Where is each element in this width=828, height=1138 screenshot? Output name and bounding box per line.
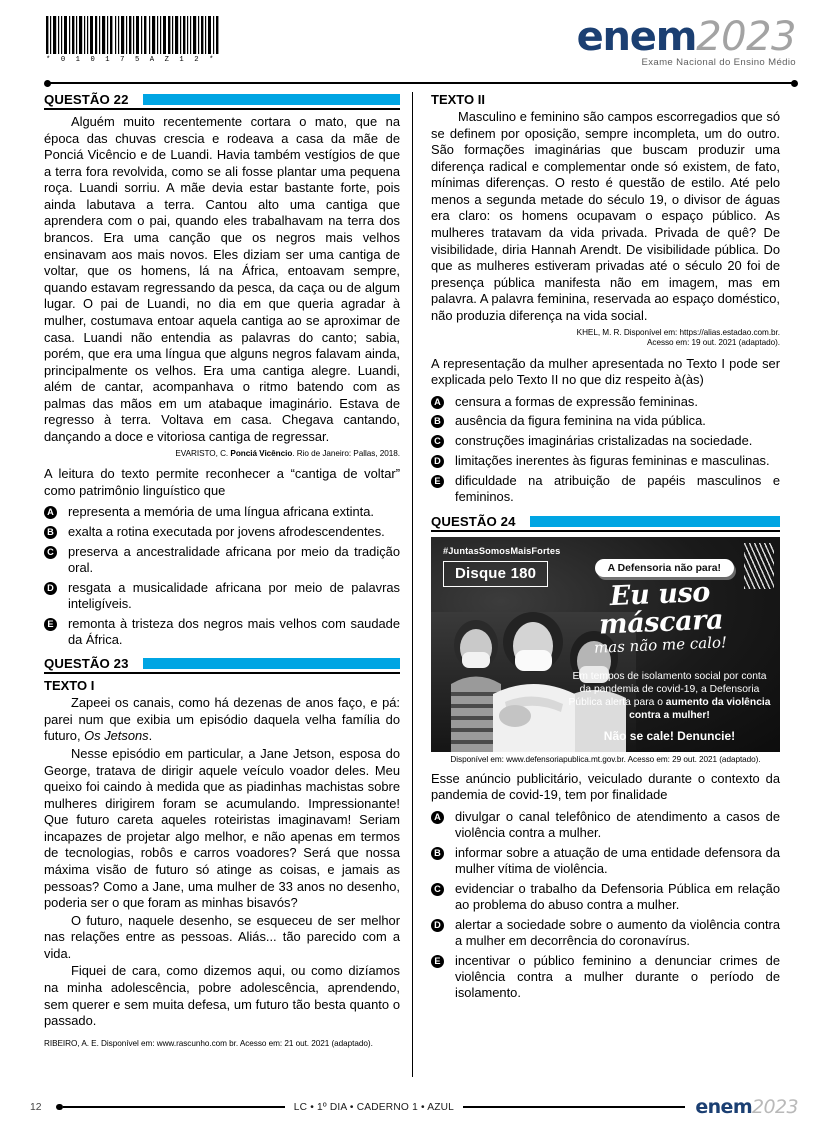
barcode-digits: * 0 1 0 1 7 5 A Z 1 2 *: [46, 56, 217, 64]
q22-source-work: Ponciá Vicêncio: [230, 448, 293, 458]
alt-text-c: preserva a ancestralidade africana por meio da tradição oral.: [68, 543, 400, 575]
q24-stem: Esse anúncio publicitário, veiculado durante o contexto da pandemia de covid-19, tem por finalidade: [431, 770, 780, 803]
content-columns: [44, 92, 798, 1077]
question-24-accent-bar: [530, 516, 780, 527]
alt-key-e: E: [431, 955, 444, 968]
q24-alternative-c[interactable]: [431, 881, 780, 914]
ad-body-regular: Em tempos de isolamento social por conta da pandemia de covid-19, a Defensoria Pública alerta para o: [568, 671, 767, 708]
question-22-label: QUESTÃO 22: [44, 92, 129, 107]
ad-pill-label: A Defensoria não para!: [595, 559, 734, 577]
alt-text-c: evidenciar o trabalho da Defensoria Pública em relação ao problema do abuso contra a mulher.: [455, 880, 780, 913]
rule-dot-right: [791, 80, 798, 87]
alt-text-a: censura a formas de expressão femininas.: [455, 393, 698, 409]
alt-key-c: C: [431, 435, 444, 448]
question-23-label: QUESTÃO 23: [44, 656, 129, 672]
footer-line-right: [463, 1106, 685, 1108]
alt-text-d: limitações inerentes às figuras femininas e masculinas.: [455, 452, 770, 468]
q23-texto1-paragraph-4: Fiquei de cara, como dizemos aqui, ou como dizíamos na minha adolescência, pobre adolescência, aprendendo, sem querer e sem muita defesa, um futuro tão besta quanto o passado.: [44, 963, 400, 1029]
alt-text-b: ausência da figura feminina na vida pública.: [455, 413, 706, 429]
q23-texto1-paragraph-3: O futuro, naquele desenho, se esqueceu de ser melhor nas relações entre as pessoas. Aliás... tão parecido com a vida.: [44, 912, 400, 961]
enem-logo: [577, 16, 796, 68]
alt-key-e: E: [44, 618, 57, 631]
q22-source-rest: . Rio de Janeiro: Pallas, 2018.: [292, 448, 400, 458]
enem-wordmark: enem: [576, 14, 697, 60]
footer-line-left: [63, 1106, 285, 1108]
footer-logo-year: 2023: [752, 1096, 798, 1118]
question-24-header: [431, 514, 780, 532]
alt-key-c: C: [44, 546, 57, 559]
alt-text-b: informar sobre a atuação de uma entidade defensora da mulher vítima de violência.: [455, 844, 780, 877]
footer-center-text: LC • 1º DIA • CADERNO 1 • AZUL: [293, 1101, 455, 1113]
q24-advertisement-image: [431, 537, 780, 752]
page-footer: [0, 1090, 828, 1124]
q22-alternative-e[interactable]: [44, 616, 400, 649]
question-23-header: [44, 656, 400, 674]
alt-key-c: C: [431, 883, 444, 896]
question-24-label: QUESTÃO 24: [431, 514, 516, 530]
q22-alternative-a[interactable]: [44, 504, 400, 520]
q23-t1-p1-a: Zapeei os canais, como há dezenas de anos faço, e pá: parei num que exibia um episódio daquela velha família do futuro,: [44, 695, 400, 744]
alt-key-a: A: [431, 396, 444, 409]
ad-body-text: [567, 671, 772, 744]
rule-line: [48, 82, 794, 84]
alt-key-b: B: [44, 526, 57, 539]
ad-script-slogan: [553, 577, 768, 658]
q23-texto2-source: [431, 328, 780, 349]
q23-alternatives: [431, 394, 780, 506]
alt-key-d: D: [44, 582, 57, 595]
enem-logo-subtitle: Exame Nacional do Ensino Médio: [641, 57, 796, 68]
q22-source: [44, 449, 400, 460]
q23-texto1-source: RIBEIRO, A. E. Disponível em: www.rascunho.com br. Acesso em: 21 out. 2021 (adaptado).: [44, 1038, 373, 1048]
q22-alternative-b[interactable]: [44, 524, 400, 540]
ad-script-line-2: mas não me calo!: [593, 633, 728, 658]
question-22-header: [44, 92, 400, 110]
alt-text-c: construções imaginárias cristalizadas na sociedade.: [455, 433, 753, 449]
q23-texto2-paragraph: Masculino e feminino são campos escorregadios que só se definem por oposição, sempre incompleta, um do outro. São formações imaginárias que buscam produzir uma diferença radical e complementar onde só existem, de fato, mínimas diferenças. O resto é questão de estilo. Até pelo menos a segunda metade do século 19, o divisor de águas era claro: os homens ocupavam o espaço público. As mulheres tratavam da vida privada. Privada de quê? De visibilidade, diria Hannah Arendt. De visibilidade pública. Do que as mulheres estiveram privadas até o século 20 foi de presença pública manifesta não em imagem, mas em palavra. A palavra feminina, reservada ao espaço doméstico, não produzia diferença na vida social.: [431, 109, 780, 323]
page-header: [0, 0, 828, 78]
q23-alternative-a[interactable]: [431, 394, 780, 410]
page-number: 12: [30, 1101, 42, 1113]
q24-source: Disponível em: www.defensoriapublica.mt.gov.br. Acesso em: 29 out. 2021 (adaptado).: [450, 755, 761, 765]
q24-alternative-a[interactable]: [431, 809, 780, 842]
left-column: [44, 92, 412, 1077]
q23-alternative-b[interactable]: [431, 413, 780, 429]
ad-hashtag: #JuntasSomosMaisFortes: [443, 546, 561, 557]
alt-key-d: D: [431, 455, 444, 468]
q22-stem: A leitura do texto permite reconhecer a “cantiga de voltar” como patrimônio linguístico que: [44, 466, 400, 498]
alt-text-d: resgata a musicalidade africana por meio de palavras inteligíveis.: [68, 579, 400, 611]
question-23-accent-bar: [143, 658, 400, 669]
q23-texto2-source-line1: KHEL, M. R. Disponível em: https://alias.estadao.com.br.: [576, 327, 780, 337]
alt-key-a: A: [431, 811, 444, 824]
q23-stem: A representação da mulher apresentada no Texto I pode ser explicada pelo Texto II no que diz respeito à(às): [431, 355, 780, 388]
q23-alternative-c[interactable]: [431, 433, 780, 449]
enem-year: 2023: [696, 14, 796, 60]
footer-rule: [56, 1102, 685, 1113]
footer-logo-wordmark: enem: [695, 1096, 753, 1118]
alt-text-a: representa a memória de uma língua africana extinta.: [68, 504, 374, 520]
alt-text-e: dificuldade na atribuição de papéis masculinos e femininos.: [455, 472, 780, 504]
q22-passage: Alguém muito recentemente cortara o mato, que na época das chuvas crescia e rodeava a casa da mãe de Ponciá Vicêncio e de Luandi. Havia também vestígios de que a terra fora revolvida, como se ali fosse plantar uma pequena roça. Luandi sorriu. A mãe devia estar bastante forte, pois ainda labutava a terra. Cantou alto uma cantiga que aprendera com o pai, quando eles trabalhavam na terra dos brancos. Era uma canção que os negros mais velhos ensinavam aos mais novos. Eles diziam ser uma cantiga de voltar, que os homens, lá na África, entoavam sempre, quando estavam regressando da pesca, da caça ou de algum lugar. O pai de Luandi, no dia em que queria agradar à mulher, costumava entoar aquela cantiga ao se aproximar de casa. Luandi não entendia as palavras do canto; sabia, porém, que era uma língua que alguns negros falavam ainda, principalmente os velhos. Era uma cantiga alegre. Luandi, além de cantar, acompanhava o ritmo batendo com as palmas das mãos em um atabaque imaginário. Estava de regresso à terra. Voltava em casa. Chegava cantando, dançando a doce e vitoriosa cantiga de regressar.: [44, 114, 400, 444]
q23-texto1-paragraph-1: [44, 695, 400, 745]
alt-text-d: alertar a sociedade sobre o aumento da violência contra a mulher em decorrência do coronavírus.: [455, 916, 780, 949]
alt-text-b: exalta a rotina executada por jovens afrodescendentes.: [68, 523, 385, 539]
q23-texto2-source-line2: Acesso em: 19 out. 2021 (adaptado).: [647, 338, 780, 348]
question-22-accent-bar: [143, 94, 400, 105]
q24-alternative-d[interactable]: [431, 917, 780, 950]
alt-key-b: B: [431, 415, 444, 428]
alt-text-a: divulgar o canal telefônico de atendimento a casos de violência contra a mulher.: [455, 808, 780, 841]
q22-source-author: EVARISTO, C.: [175, 448, 229, 458]
alt-key-e: E: [431, 475, 444, 488]
ad-call-to-action: Não se cale! Denuncie!: [603, 729, 736, 744]
enem-logo-text: [576, 14, 796, 60]
q23-texto1-label: TEXTO I: [44, 678, 95, 694]
q23-alternative-d[interactable]: [431, 453, 780, 469]
ad-script-line-1: Eu uso máscara: [598, 577, 724, 641]
q22-alternative-c[interactable]: [44, 544, 400, 577]
footer-enem-logo: [695, 1096, 798, 1118]
alt-key-a: A: [44, 506, 57, 519]
q23-t1-p1-title: Os Jetsons: [84, 728, 149, 744]
q24-alternative-e[interactable]: [431, 953, 780, 1002]
q24-alternative-b[interactable]: [431, 845, 780, 878]
alt-text-e: remonta à tristeza dos negros mais velhos com saudade da África.: [68, 615, 400, 647]
q22-alternative-d[interactable]: [44, 580, 400, 613]
alt-key-d: D: [431, 919, 444, 932]
barcode-icon: [44, 16, 222, 54]
ad-disque-180-box: Disque 180: [443, 561, 548, 587]
q24-alternatives: [431, 809, 780, 1002]
right-column: [412, 92, 780, 1077]
alt-text-e: incentivar o público feminino a denunciar crimes de violência contra a mulher durante o período de isolamento.: [455, 952, 780, 1001]
q23-alternative-e[interactable]: [431, 473, 780, 506]
alt-key-b: B: [431, 847, 444, 860]
q23-texto1-paragraph-2: Nesse episódio em particular, a Jane Jetson, esposa do George, tratava de dirigir aquele veículo voador deles. Meu queixo foi caindo à medida que as piadinhas machistas sobre mulheres dirigirem foram se acumulando. Impressionante! Que futuro careta aqueles roteiristas imaginavam! Seriam incapazes de projetar algo melhor, e não apenas em termos de tecnologias, robôs e carros voadores? Será que nossa máxima visão de futuro só atinge as coisas, e jamais as pessoas? Como a Jane, uma mulher de 33 anos no desenho, poderia ser o que foram as minhas bisavós?: [44, 745, 400, 911]
header-divider: [44, 78, 798, 87]
q22-alternatives: [44, 504, 400, 648]
q23-texto2-label: TEXTO II: [431, 92, 485, 107]
q23-t1-p1-b: .: [148, 728, 153, 744]
barcode-block: [44, 16, 244, 64]
ad-body-bold: aumento da violência contra a mulher!: [629, 696, 771, 721]
